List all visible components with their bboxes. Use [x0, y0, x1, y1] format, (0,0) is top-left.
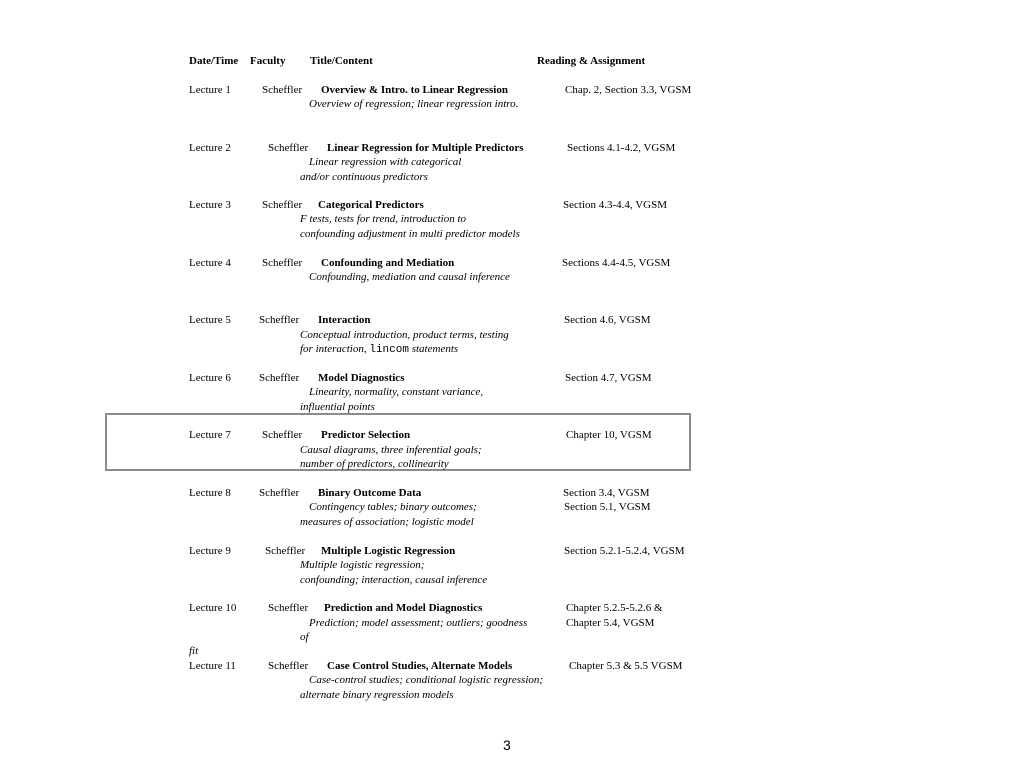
lecture-faculty: Scheffler — [268, 142, 309, 154]
lecture-description: influential points — [300, 401, 375, 413]
lecture-reading: Section 5.1, VGSM — [564, 501, 651, 513]
lecture-reading: Chapter 5.2.5-5.2.6 & — [566, 602, 663, 614]
lecture-reading: Chap. 2, Section 3.3, VGSM — [565, 84, 692, 96]
lecture-faculty: Scheffler — [259, 487, 300, 499]
lecture-reading: Section 4.6, VGSM — [564, 314, 651, 326]
lecture-description: measures of association; logistic model — [300, 516, 474, 528]
lecture-reading: Sections 4.1-4.2, VGSM — [567, 142, 676, 154]
lecture-description: confounding; interaction, causal inference — [300, 574, 488, 586]
lecture-label: Lecture 4 — [189, 257, 231, 269]
lecture-description: alternate binary regression models — [300, 689, 454, 701]
lecture-title: Confounding and Mediation — [321, 257, 455, 269]
lecture-faculty: Scheffler — [262, 257, 303, 269]
lecture-label: Lecture 8 — [189, 487, 231, 499]
lecture-label: Lecture 11 — [189, 660, 236, 672]
lecture-title: Case Control Studies, Alternate Models — [327, 660, 513, 672]
lecture-description: F tests, tests for trend, introduction to — [300, 213, 467, 225]
lecture-description: and/or continuous predictors — [300, 171, 428, 183]
lecture-description — [300, 342, 458, 357]
lecture-faculty: Scheffler — [262, 429, 303, 441]
lecture-description: Multiple logistic regression; — [300, 559, 425, 571]
lincom-code: lincom — [369, 344, 409, 356]
lecture-title: Interaction — [318, 314, 371, 326]
lecture-reading: Section 4.3-4.4, VGSM — [563, 199, 667, 211]
header-title-content: Title/Content — [310, 55, 373, 67]
lecture-faculty: Scheffler — [268, 602, 309, 614]
lecture-description: Case-control studies; conditional logistic regression; — [309, 674, 544, 686]
lecture-faculty: Scheffler — [268, 660, 309, 672]
lecture-title: Categorical Predictors — [318, 199, 424, 211]
lecture-reading: Chapter 5.4, VGSM — [566, 617, 655, 629]
lecture-label: Lecture 2 — [189, 142, 231, 154]
lecture-faculty: Scheffler — [262, 84, 303, 96]
lecture-description: Prediction; model assessment; outliers; goodness — [309, 617, 528, 629]
lecture-title: Predictor Selection — [321, 429, 411, 441]
lecture-title: Model Diagnostics — [318, 372, 405, 384]
lecture-reading: Sections 4.4-4.5, VGSM — [562, 257, 671, 269]
lecture-reading: Chapter 10, VGSM — [566, 429, 652, 441]
page-number: 3 — [503, 737, 511, 753]
lecture-title: Linear Regression for Multiple Predictors — [327, 142, 524, 154]
lecture-description: number of predictors, collinearity — [300, 458, 449, 470]
lecture-title: Overview & Intro. to Linear Regression — [321, 84, 508, 96]
header-reading: Reading & Assignment — [537, 55, 646, 67]
lecture-label: Lecture 10 — [189, 602, 237, 614]
lecture-description: confounding adjustment in multi predictor models — [300, 228, 520, 240]
lecture-label: Lecture 7 — [189, 429, 231, 441]
lecture-title: Prediction and Model Diagnostics — [324, 602, 483, 614]
lecture-label: Lecture 3 — [189, 199, 231, 211]
lecture-label: Lecture 1 — [189, 84, 231, 96]
lecture-label: Lecture 6 — [189, 372, 231, 384]
lecture-description: Conceptual introduction, product terms, testing — [300, 329, 509, 341]
lecture-reading: Chapter 5.3 & 5.5 VGSM — [569, 660, 683, 672]
lecture-description: Linearity, normality, constant variance, — [309, 386, 484, 398]
lecture-faculty: Scheffler — [265, 545, 306, 557]
lecture-description: Linear regression with categorical — [309, 156, 462, 168]
lecture-title: Multiple Logistic Regression — [321, 545, 456, 557]
lecture-description: of — [300, 631, 309, 643]
lecture-description: Causal diagrams, three inferential goals; — [300, 444, 482, 456]
lecture-description: Confounding, mediation and causal inference — [309, 271, 510, 283]
lecture-description: fit — [189, 645, 199, 657]
header-faculty: Faculty — [250, 55, 286, 67]
lecture-reading: Section 5.2.1-5.2.4, VGSM — [564, 545, 685, 557]
lecture-faculty: Scheffler — [259, 372, 300, 384]
lecture-description: Contingency tables; binary outcomes; — [309, 501, 477, 513]
description-text: statements — [408, 343, 459, 355]
lecture-faculty: Scheffler — [259, 314, 300, 326]
lecture-label: Lecture 9 — [189, 545, 231, 557]
description-text: for interaction, — [300, 343, 370, 355]
lecture-reading: Section 3.4, VGSM — [563, 487, 650, 499]
lecture-title: Binary Outcome Data — [318, 487, 422, 499]
lecture-description: Overview of regression; linear regression intro. — [309, 98, 519, 110]
lecture-reading: Section 4.7, VGSM — [565, 372, 652, 384]
header-date-time: Date/Time — [189, 55, 239, 67]
lecture-faculty: Scheffler — [262, 199, 303, 211]
lecture-label: Lecture 5 — [189, 314, 231, 326]
